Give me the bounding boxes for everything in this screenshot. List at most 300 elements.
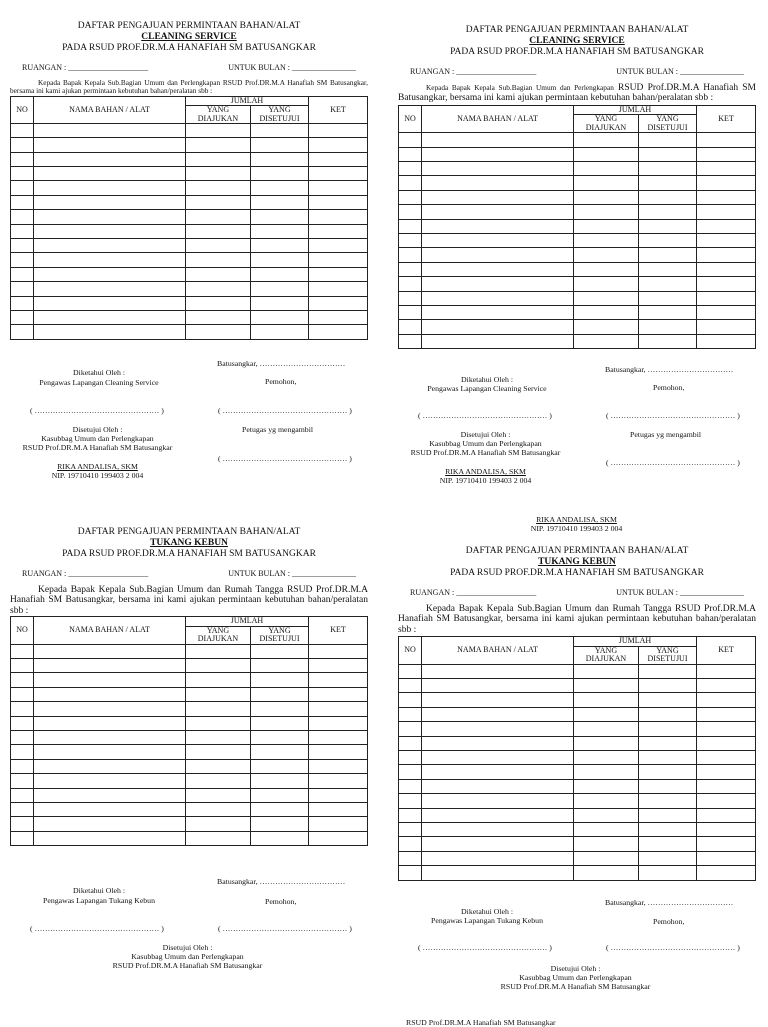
table-cell xyxy=(251,267,309,281)
table-cell xyxy=(251,210,309,224)
table-row xyxy=(399,133,756,147)
table-cell xyxy=(697,736,756,750)
table-row xyxy=(11,138,368,152)
table-cell xyxy=(422,248,574,262)
table-cell xyxy=(309,774,368,788)
intro-text: Kepada Bapak Kepala Sub.Bagian Umum dan Rumah Tangga RSUD Prof.DR.M.A Hanafiah SM Batusangkar, bersama ini kami ajukan permintaan kebutuhan bahan/peralatan sbb : xyxy=(398,603,756,635)
table-cell xyxy=(251,224,309,238)
table-cell xyxy=(574,205,639,219)
footer-cut-text: RSUD Prof.DR.M.A Hanafiah SM Batusangkar xyxy=(406,1018,556,1027)
table-cell xyxy=(11,659,34,673)
untuk-bulan-field: UNTUK BULAN : ________________ xyxy=(616,66,744,76)
table-cell xyxy=(574,233,639,247)
table-cell xyxy=(186,167,251,181)
table-row xyxy=(11,802,368,816)
table-cell xyxy=(574,808,639,822)
table-row xyxy=(399,822,756,836)
table-row xyxy=(11,267,368,281)
col-nama: NAMA BAHAN / ALAT xyxy=(34,617,186,644)
table-cell xyxy=(186,239,251,253)
table-cell xyxy=(251,687,309,701)
table-cell xyxy=(399,320,422,334)
table-cell xyxy=(399,765,422,779)
ruangan-field: RUANGAN : ____________________ xyxy=(22,568,149,578)
table-cell xyxy=(574,851,639,865)
table-row xyxy=(399,779,756,793)
table-cell xyxy=(574,693,639,707)
table-row xyxy=(399,866,756,880)
table-row xyxy=(399,707,756,721)
table-cell xyxy=(574,262,639,276)
table-cell xyxy=(639,866,697,880)
official-nip-repeat: NIP. 19710410 199403 2 004 xyxy=(530,524,623,533)
table-row xyxy=(399,751,756,765)
intro-text-small: Kepada Bapak Kepala Sub.Bagian Umum dan Perlengkapan xyxy=(426,82,614,92)
rsud-label: RSUD Prof.DR.M.A Hanafiah SM Batusangkar xyxy=(500,982,651,991)
table-cell xyxy=(34,167,186,181)
table-row xyxy=(399,190,756,204)
table-cell xyxy=(309,167,368,181)
table-cell xyxy=(639,822,697,836)
table-row xyxy=(399,837,756,851)
table-row xyxy=(11,687,368,701)
intro-text: Kepada Bapak Kepala Sub.Bagian Umum dan Perlengkapan RSUD Prof.DR.M.A Hanafiah SM Batusangkar, bersama ini kami ajukan permintaan kebutuhan bahan/peralatan sbb : xyxy=(10,77,368,96)
table-cell xyxy=(186,296,251,310)
table-cell xyxy=(34,644,186,658)
table-row xyxy=(11,253,368,267)
table-cell xyxy=(34,774,186,788)
table-cell xyxy=(309,152,368,166)
place-date: Batusangkar, …………………………… xyxy=(217,359,346,368)
untuk-bulan-field: UNTUK BULAN : ________________ xyxy=(616,587,744,597)
sign-pengawas: ( ………………………………………… ) xyxy=(30,406,164,415)
table-cell xyxy=(251,181,309,195)
table-cell xyxy=(399,176,422,190)
table-cell xyxy=(422,334,574,348)
table-cell xyxy=(639,233,697,247)
table-cell xyxy=(186,310,251,324)
table-row xyxy=(11,123,368,137)
table-cell xyxy=(11,152,34,166)
table-cell xyxy=(34,702,186,716)
table-row xyxy=(399,248,756,262)
table-cell xyxy=(251,774,309,788)
table-cell xyxy=(11,224,34,238)
table-cell xyxy=(639,320,697,334)
table-cell xyxy=(422,707,574,721)
table-cell xyxy=(639,707,697,721)
table-cell xyxy=(11,759,34,773)
table-cell xyxy=(697,291,756,305)
table-cell xyxy=(422,822,574,836)
sign-pemohon: ( ………………………………………… ) xyxy=(606,411,740,420)
table-cell xyxy=(422,794,574,808)
official-nip: NIP. 19710410 199403 2 004 xyxy=(51,471,144,480)
table-cell xyxy=(251,325,309,339)
table-cell xyxy=(251,817,309,831)
sign-pengawas: ( ………………………………………… ) xyxy=(418,943,552,952)
table-cell xyxy=(11,325,34,339)
table-row xyxy=(11,673,368,687)
table-cell xyxy=(11,282,34,296)
table-cell xyxy=(399,707,422,721)
table-cell xyxy=(34,831,186,845)
table-cell xyxy=(11,195,34,209)
request-table xyxy=(398,105,756,349)
table-cell xyxy=(422,291,574,305)
table-cell xyxy=(422,320,574,334)
table-cell xyxy=(697,693,756,707)
diketahui-label: Diketahui Oleh : xyxy=(461,907,513,916)
rsud-label: RSUD Prof.DR.M.A Hanafiah SM Batusangkar xyxy=(22,443,173,452)
table-cell xyxy=(639,305,697,319)
header-hospital: PADA RSUD PROF.DR.M.A HANAFIAH SM BATUSANGKAR xyxy=(62,548,316,559)
official-name-repeat: RIKA ANDALISA, SKM xyxy=(536,515,617,524)
table-cell xyxy=(186,195,251,209)
table-cell xyxy=(11,167,34,181)
header-subtitle: TUKANG KEBUN xyxy=(150,537,228,548)
col-no: NO xyxy=(399,637,422,664)
table-cell xyxy=(11,788,34,802)
table-row xyxy=(11,239,368,253)
table-row xyxy=(399,320,756,334)
table-cell xyxy=(34,325,186,339)
table-cell xyxy=(697,320,756,334)
table-cell xyxy=(34,310,186,324)
table-cell xyxy=(574,291,639,305)
table-cell xyxy=(309,296,368,310)
table-cell xyxy=(186,282,251,296)
table-cell xyxy=(11,181,34,195)
col-jumlah: JUMLAH xyxy=(574,637,697,646)
table-cell xyxy=(34,239,186,253)
table-cell xyxy=(697,765,756,779)
table-cell xyxy=(639,219,697,233)
table-cell xyxy=(309,817,368,831)
request-table xyxy=(398,636,756,880)
table-cell xyxy=(697,851,756,865)
table-row xyxy=(399,233,756,247)
table-cell xyxy=(399,147,422,161)
table-cell xyxy=(186,181,251,195)
table-cell xyxy=(399,162,422,176)
table-cell xyxy=(639,277,697,291)
col-diajukan: YANG DIAJUKAN xyxy=(186,626,251,644)
table-cell xyxy=(186,831,251,845)
header-title: DAFTAR PENGAJUAN PERMINTAAN BAHAN/ALAT xyxy=(465,546,689,556)
col-diajukan: YANG DIAJUKAN xyxy=(186,106,251,124)
table-row xyxy=(11,296,368,310)
col-nama: NAMA BAHAN / ALAT xyxy=(422,105,574,132)
table-row xyxy=(11,702,368,716)
table-cell xyxy=(639,722,697,736)
table-row xyxy=(399,147,756,161)
col-ket: KET xyxy=(309,617,368,644)
table-cell xyxy=(639,248,697,262)
table-cell xyxy=(697,190,756,204)
table-row xyxy=(11,659,368,673)
table-cell xyxy=(186,659,251,673)
table-cell xyxy=(639,176,697,190)
table-cell xyxy=(309,745,368,759)
table-cell xyxy=(399,190,422,204)
official-nip: NIP. 19710410 199403 2 004 xyxy=(439,476,532,485)
table-cell xyxy=(399,851,422,865)
table-cell xyxy=(309,687,368,701)
table-cell xyxy=(186,687,251,701)
col-disetujui: YANG DISETUJUI xyxy=(639,115,697,133)
table-cell xyxy=(309,239,368,253)
table-cell xyxy=(309,224,368,238)
table-cell xyxy=(639,851,697,865)
table-cell xyxy=(309,673,368,687)
table-row xyxy=(399,277,756,291)
table-cell xyxy=(34,659,186,673)
table-cell xyxy=(34,195,186,209)
table-row xyxy=(11,716,368,730)
table-cell xyxy=(697,722,756,736)
table-cell xyxy=(186,210,251,224)
table-cell xyxy=(186,702,251,716)
col-jumlah: JUMLAH xyxy=(574,105,697,114)
table-cell xyxy=(11,267,34,281)
table-row xyxy=(11,325,368,339)
table-cell xyxy=(34,716,186,730)
table-cell xyxy=(11,210,34,224)
table-cell xyxy=(34,817,186,831)
header-title: DAFTAR PENGAJUAN PERMINTAAN BAHAN/ALAT xyxy=(77,21,301,31)
col-disetujui: YANG DISETUJUI xyxy=(251,626,309,644)
table-row xyxy=(399,205,756,219)
table-cell xyxy=(697,147,756,161)
table-cell xyxy=(697,822,756,836)
table-cell xyxy=(251,731,309,745)
table-cell xyxy=(697,866,756,880)
table-cell xyxy=(309,831,368,845)
col-ket: KET xyxy=(697,637,756,664)
table-cell xyxy=(574,190,639,204)
table-cell xyxy=(34,224,186,238)
table-cell xyxy=(422,162,574,176)
ruangan-field: RUANGAN : ____________________ xyxy=(410,587,537,597)
col-diajukan: YANG DIAJUKAN xyxy=(574,115,639,133)
col-no: NO xyxy=(399,105,422,132)
intro-text-large: RSUD Prof.DR.M.A Hanafiah SM Batusangkar, bersama ini kami ajukan permintaan kebutuhan bahan/peralatan sbb : xyxy=(398,82,756,104)
table-row xyxy=(399,334,756,348)
header-subtitle: CLEANING SERVICE xyxy=(141,31,237,42)
disetujui-label: Disetujui Oleh : xyxy=(162,943,213,952)
table-cell xyxy=(639,291,697,305)
table-cell xyxy=(34,138,186,152)
table-cell xyxy=(186,253,251,267)
table-row xyxy=(399,693,756,707)
table-cell xyxy=(422,722,574,736)
table-cell xyxy=(422,693,574,707)
table-cell xyxy=(186,788,251,802)
table-cell xyxy=(34,210,186,224)
disetujui-label: Disetujui Oleh : xyxy=(460,430,511,439)
header-title: DAFTAR PENGAJUAN PERMINTAAN BAHAN/ALAT xyxy=(77,527,301,537)
table-cell xyxy=(399,679,422,693)
table-row xyxy=(399,808,756,822)
table-cell xyxy=(251,702,309,716)
table-cell xyxy=(34,802,186,816)
table-cell xyxy=(422,205,574,219)
table-cell xyxy=(639,808,697,822)
table-cell xyxy=(574,779,639,793)
table-row xyxy=(11,152,368,166)
col-disetujui: YANG DISETUJUI xyxy=(251,106,309,124)
table-cell xyxy=(309,702,368,716)
table-cell xyxy=(422,277,574,291)
col-disetujui: YANG DISETUJUI xyxy=(639,646,697,664)
table-cell xyxy=(399,751,422,765)
ruangan-field: RUANGAN : ____________________ xyxy=(22,62,149,72)
col-nama: NAMA BAHAN / ALAT xyxy=(34,96,186,123)
table-cell xyxy=(309,253,368,267)
request-table xyxy=(10,96,368,340)
table-cell xyxy=(639,794,697,808)
col-ket: KET xyxy=(309,96,368,123)
table-row xyxy=(11,181,368,195)
sign-pengawas: ( ………………………………………… ) xyxy=(418,411,552,420)
disetujui-label: Disetujui Oleh : xyxy=(550,964,601,973)
table-cell xyxy=(399,736,422,750)
table-cell xyxy=(251,296,309,310)
table-cell xyxy=(639,205,697,219)
header-hospital: PADA RSUD PROF.DR.M.A HANAFIAH SM BATUSANGKAR xyxy=(62,42,316,53)
table-cell xyxy=(697,219,756,233)
table-cell xyxy=(422,808,574,822)
table-cell xyxy=(639,334,697,348)
table-cell xyxy=(399,248,422,262)
table-cell xyxy=(251,745,309,759)
table-cell xyxy=(639,736,697,750)
table-cell xyxy=(697,205,756,219)
table-cell xyxy=(422,736,574,750)
table-cell xyxy=(11,745,34,759)
form-cleaning-left xyxy=(10,21,368,480)
table-cell xyxy=(186,673,251,687)
table-cell xyxy=(639,262,697,276)
table-cell xyxy=(251,673,309,687)
table-cell xyxy=(574,219,639,233)
header-title: DAFTAR PENGAJUAN PERMINTAAN BAHAN/ALAT xyxy=(465,25,689,35)
col-ket: KET xyxy=(697,105,756,132)
sign-pemohon: ( ………………………………………… ) xyxy=(218,924,352,933)
table-cell xyxy=(574,679,639,693)
col-jumlah: JUMLAH xyxy=(186,96,309,105)
header-subtitle: CLEANING SERVICE xyxy=(529,35,625,46)
table-cell xyxy=(399,808,422,822)
rsud-label: RSUD Prof.DR.M.A Hanafiah SM Batusangkar xyxy=(410,448,561,457)
table-cell xyxy=(574,248,639,262)
table-cell xyxy=(422,176,574,190)
table-row xyxy=(399,722,756,736)
official-name: RIKA ANDALISA, SKM xyxy=(445,467,526,476)
table-cell xyxy=(11,687,34,701)
form-cleaning-right xyxy=(398,25,756,533)
place-date: Batusangkar, …………………………… xyxy=(605,365,734,374)
table-cell xyxy=(399,664,422,678)
table-cell xyxy=(309,802,368,816)
col-jumlah: JUMLAH xyxy=(186,617,309,626)
table-cell xyxy=(186,759,251,773)
table-cell xyxy=(697,779,756,793)
table-cell xyxy=(422,837,574,851)
table-cell xyxy=(399,277,422,291)
table-cell xyxy=(574,837,639,851)
table-cell xyxy=(11,716,34,730)
table-cell xyxy=(574,147,639,161)
table-cell xyxy=(309,731,368,745)
table-cell xyxy=(639,693,697,707)
intro-text: Kepada Bapak Kepala Sub.Bagian Umum dan Rumah Tangga RSUD Prof.DR.M.A Hanafiah SM Batusangkar, bersama ini kami ajukan permintaan kebutuhan bahan/peralatan sbb : xyxy=(10,584,368,616)
diketahui-label: Diketahui Oleh : xyxy=(73,368,125,377)
table-cell xyxy=(251,282,309,296)
table-cell xyxy=(574,866,639,880)
table-cell xyxy=(399,794,422,808)
table-cell xyxy=(422,219,574,233)
table-cell xyxy=(639,147,697,161)
request-table xyxy=(10,616,368,846)
table-cell xyxy=(697,248,756,262)
table-cell xyxy=(697,808,756,822)
table-cell xyxy=(11,310,34,324)
table-row xyxy=(11,167,368,181)
table-cell xyxy=(422,147,574,161)
table-cell xyxy=(186,123,251,137)
table-cell xyxy=(309,195,368,209)
table-cell xyxy=(34,788,186,802)
table-cell xyxy=(422,664,574,678)
table-cell xyxy=(639,779,697,793)
table-row xyxy=(399,219,756,233)
table-cell xyxy=(697,277,756,291)
pemohon-label: Pemohon, xyxy=(265,897,297,906)
table-cell xyxy=(422,133,574,147)
table-cell xyxy=(399,722,422,736)
table-cell xyxy=(186,745,251,759)
table-cell xyxy=(251,310,309,324)
table-cell xyxy=(34,673,186,687)
table-cell xyxy=(11,774,34,788)
table-cell xyxy=(251,195,309,209)
table-cell xyxy=(309,644,368,658)
table-cell xyxy=(11,831,34,845)
table-row xyxy=(11,310,368,324)
pemohon-label: Pemohon, xyxy=(653,383,685,392)
table-cell xyxy=(574,736,639,750)
table-cell xyxy=(11,817,34,831)
sign-pemohon: ( ………………………………………… ) xyxy=(606,943,740,952)
table-cell xyxy=(697,305,756,319)
table-cell xyxy=(309,123,368,137)
table-cell xyxy=(186,152,251,166)
kasubbag-label: Kasubbag Umum dan Perlengkapan xyxy=(41,434,154,443)
table-cell xyxy=(422,851,574,865)
table-cell xyxy=(399,693,422,707)
pengawas-label: Pengawas Lapangan Cleaning Service xyxy=(427,384,547,393)
table-cell xyxy=(251,831,309,845)
sign-petugas: ( ………………………………………… ) xyxy=(218,454,352,463)
table-cell xyxy=(399,233,422,247)
table-cell xyxy=(309,716,368,730)
disetujui-label: Disetujui Oleh : xyxy=(72,425,123,434)
table-cell xyxy=(309,310,368,324)
table-cell xyxy=(574,277,639,291)
table-cell xyxy=(11,253,34,267)
